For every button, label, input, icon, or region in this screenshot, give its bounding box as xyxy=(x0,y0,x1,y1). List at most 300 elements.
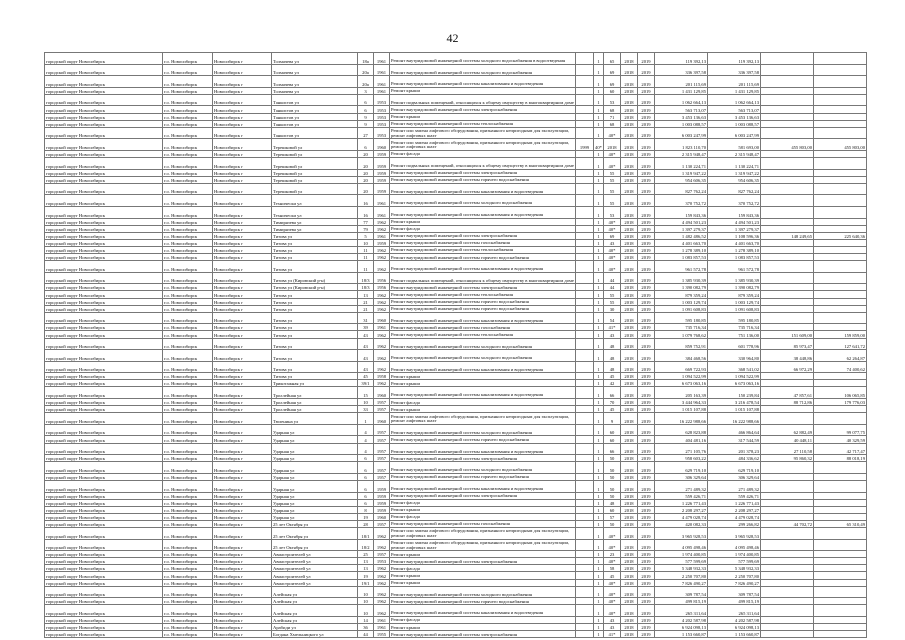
owners-cell xyxy=(814,106,867,113)
street-cell: Богдана Хмельницкого ул xyxy=(272,631,358,638)
area-cell: городской округ Новосибирск xyxy=(45,605,163,617)
work-type-cell: Ремонт внутридомовой инженерной системы горячего водоснабжения xyxy=(390,436,576,443)
work-type-cell: Ремонт внутридомовой инженерной системы канализования и водоотведения xyxy=(390,605,576,617)
extra-cell xyxy=(576,443,594,455)
area-cell: городской округ Новосибирск xyxy=(45,158,163,170)
locality-cell: Новосибирск г xyxy=(213,506,272,513)
budget-cell xyxy=(761,298,814,305)
end-year-cell: 2019 xyxy=(638,76,655,88)
area-cell: городской округ Новосибирск xyxy=(45,64,163,76)
total-cost-cell: 271 489,32 xyxy=(655,480,708,492)
owners-cell: 62 264,87 xyxy=(814,350,867,362)
fund-cost-cell: 6 673 063,16 xyxy=(708,380,761,387)
extra-cell xyxy=(576,218,594,225)
street-cell: Титова ул xyxy=(272,312,358,324)
capital-repair-table xyxy=(44,52,866,638)
street-cell: Алейская ул xyxy=(272,616,358,623)
count-cell: 1 xyxy=(594,87,604,94)
locality-cell: Новосибирск г xyxy=(213,579,272,586)
build-year-cell: 1957 xyxy=(374,473,390,480)
build-year-cell: 1962 xyxy=(374,338,390,350)
owners-cell xyxy=(814,64,867,76)
fund-cost-cell: 1 278 389,10 xyxy=(708,246,761,253)
end-year-cell: 2019 xyxy=(638,106,655,113)
table-row xyxy=(45,565,867,572)
budget-cell xyxy=(761,579,814,586)
owners-cell xyxy=(814,169,867,176)
work-type-cell: Ремонт внутридомовой инженерной системы теплоснабжения xyxy=(390,331,576,338)
start-year-cell: 2018 xyxy=(621,139,638,151)
total-cost-cell: 4 095 498,46 xyxy=(655,539,708,551)
wear-cell: 40* xyxy=(604,605,621,617)
budget-cell xyxy=(761,324,814,331)
fund-cost-cell: 466 864,64 xyxy=(708,424,761,436)
locality-cell: Новосибирск г xyxy=(213,631,272,638)
locality-cell: Новосибирск г xyxy=(213,387,272,399)
work-type-cell: Ремонт внутридомовой инженерной системы электроснабжения xyxy=(390,558,576,565)
street-cell: Ударная ул xyxy=(272,473,358,480)
locality-cell: Новосибирск г xyxy=(213,284,272,291)
table-row xyxy=(45,443,867,455)
build-year-cell: 1960 xyxy=(374,139,390,151)
extra-cell xyxy=(576,513,594,520)
start-year-cell: 2018 xyxy=(621,579,638,586)
end-year-cell: 2019 xyxy=(638,473,655,480)
end-year-cell: 2019 xyxy=(638,331,655,338)
owners-cell xyxy=(814,506,867,513)
locality-cell: Новосибирск г xyxy=(213,462,272,474)
owners-cell xyxy=(814,473,867,480)
owners-cell xyxy=(814,76,867,88)
area-cell: городской округ Новосибирск xyxy=(45,261,163,273)
house-number-cell: 13 xyxy=(358,565,374,572)
table-row xyxy=(45,473,867,480)
city-cell: г.о. Новосибирск xyxy=(163,139,213,151)
locality-cell: Новосибирск г xyxy=(213,616,272,623)
end-year-cell: 2019 xyxy=(638,218,655,225)
wear-cell: 23 xyxy=(604,551,621,558)
street-cell: Терешковой ул xyxy=(272,158,358,170)
house-number-cell: 20а xyxy=(358,76,374,88)
owners-cell xyxy=(814,53,867,65)
end-year-cell: 2019 xyxy=(638,506,655,513)
street-cell: Титова ул xyxy=(272,373,358,380)
total-cost-cell: 4 401 663,70 xyxy=(655,239,708,246)
house-number-cell: 9 xyxy=(358,120,374,127)
work-type-cell: Ремонт или замена лифтового оборудования, признанного непригодным для эксплуатации, ремонт лифтовых шахт xyxy=(390,539,576,551)
budget-cell xyxy=(761,254,814,261)
start-year-cell: 2018 xyxy=(621,113,638,120)
owners-cell xyxy=(814,539,867,551)
fund-cost-cell: 1 062 664,13 xyxy=(708,94,761,106)
wear-cell: 65 xyxy=(604,53,621,65)
owners-cell xyxy=(814,127,867,139)
budget-cell xyxy=(761,586,814,598)
build-year-cell: 1962 xyxy=(374,261,390,273)
total-cost-cell: 271 105,76 xyxy=(655,443,708,455)
end-year-cell: 2019 xyxy=(638,513,655,520)
street-cell: Терешковой ул xyxy=(272,183,358,195)
total-cost-cell: 4 479 028,74 xyxy=(655,513,708,520)
work-type-cell: Ремонт или замена лифтового оборудования, признанного непригодным для эксплуатации, ремонт лифтовых шахт xyxy=(390,139,576,151)
build-year-cell: 1962 xyxy=(374,291,390,298)
area-cell: городской округ Новосибирск xyxy=(45,207,163,219)
budget-cell: 455 803,00 xyxy=(761,139,814,151)
end-year-cell: 2019 xyxy=(638,572,655,579)
street-cell: Тимирязева ул xyxy=(272,218,358,225)
area-cell: городской округ Новосибирск xyxy=(45,399,163,406)
street-cell: 25 лет Октября ул xyxy=(272,527,358,539)
total-cost-cell: 306 329,64 xyxy=(655,473,708,480)
total-cost-cell: 119 392,13 xyxy=(655,53,708,65)
house-number-cell: 44 xyxy=(358,631,374,638)
extra-cell xyxy=(576,261,594,273)
build-year-cell: 1962 xyxy=(374,218,390,225)
locality-cell: Новосибирск г xyxy=(213,120,272,127)
area-cell: городской округ Новосибирск xyxy=(45,218,163,225)
fund-cost-cell: 317 544,59 xyxy=(708,436,761,443)
house-number-cell: 19 xyxy=(358,513,374,520)
city-cell: г.о. Новосибирск xyxy=(163,424,213,436)
house-number-cell: 18/3 xyxy=(358,284,374,291)
house-number-cell: 6 xyxy=(358,94,374,106)
build-year-cell: 1959 xyxy=(374,169,390,176)
city-cell: г.о. Новосибирск xyxy=(163,492,213,499)
locality-cell: Новосибирск г xyxy=(213,298,272,305)
extra-cell xyxy=(576,150,594,157)
street-cell: Арабиди ул xyxy=(272,624,358,631)
total-cost-cell: 1 278 389,10 xyxy=(655,246,708,253)
fund-cost-cell: 4 401 663,70 xyxy=(708,239,761,246)
locality-cell: Новосибирск г xyxy=(213,169,272,176)
end-year-cell: 2019 xyxy=(638,176,655,183)
count-cell: 1 xyxy=(594,424,604,436)
work-type-cell: Ремонт или замена лифтового оборудования, признанного непригодным для эксплуатации, ремонт лифтовых шахт xyxy=(390,413,576,425)
count-cell: 1 xyxy=(594,387,604,399)
build-year-cell: 1960 xyxy=(374,387,390,399)
table-row xyxy=(45,150,867,157)
work-type-cell: Ремонт внутридомовой инженерной системы электроснабжения xyxy=(390,106,576,113)
area-cell: городской округ Новосибирск xyxy=(45,513,163,520)
area-cell: городской округ Новосибирск xyxy=(45,106,163,113)
extra-cell xyxy=(576,605,594,617)
city-cell: г.о. Новосибирск xyxy=(163,558,213,565)
wear-cell: 50 xyxy=(604,492,621,499)
street-cell: Титова ул (Кировский р-н) xyxy=(272,284,358,291)
table-row xyxy=(45,572,867,579)
locality-cell: Новосибирск г xyxy=(213,399,272,406)
fund-cost-cell: 954 606,35 xyxy=(708,176,761,183)
fund-cost-cell: 1 003 129,74 xyxy=(708,298,761,305)
extra-cell xyxy=(576,169,594,176)
total-cost-cell: 1 015 107,88 xyxy=(655,406,708,413)
work-type-cell: Ремонт фасада xyxy=(390,399,576,406)
area-cell: городской округ Новосибирск xyxy=(45,176,163,183)
area-cell: городской округ Новосибирск xyxy=(45,387,163,399)
count-cell: 1 xyxy=(594,158,604,170)
count-cell: 1 xyxy=(594,127,604,139)
count-cell: 1 xyxy=(594,492,604,499)
street-cell: Титова ул xyxy=(272,291,358,298)
city-cell: г.о. Новосибирск xyxy=(163,361,213,373)
fund-cost-cell: 601 778,96 xyxy=(708,338,761,350)
table-row xyxy=(45,579,867,586)
budget-cell xyxy=(761,176,814,183)
extra-cell xyxy=(576,183,594,195)
table-body xyxy=(45,53,867,638)
work-type-cell: Ремонт внутридомовой инженерной системы канализования и водоотведения xyxy=(390,183,576,195)
table-row xyxy=(45,176,867,183)
end-year-cell: 2019 xyxy=(638,305,655,312)
build-year-cell: 1962 xyxy=(374,305,390,312)
house-number-cell: 10 xyxy=(358,399,374,406)
locality-cell: Новосибирск г xyxy=(213,127,272,139)
city-cell: г.о. Новосибирск xyxy=(163,169,213,176)
count-cell: 1 xyxy=(594,298,604,305)
city-cell: г.о. Новосибирск xyxy=(163,120,213,127)
table-row xyxy=(45,331,867,338)
house-number-cell: 6 xyxy=(358,480,374,492)
fund-cost-cell: 370 752,72 xyxy=(708,195,761,207)
area-cell: городской округ Новосибирск xyxy=(45,473,163,480)
budget-cell xyxy=(761,499,814,506)
total-cost-cell: 309 787,54 xyxy=(655,586,708,598)
street-cell: Ударная ул xyxy=(272,499,358,506)
fund-cost-cell: 3 216 478,54 xyxy=(708,399,761,406)
extra-cell xyxy=(576,462,594,474)
table-row xyxy=(45,616,867,623)
budget-cell xyxy=(761,305,814,312)
locality-cell: Новосибирск г xyxy=(213,218,272,225)
house-number-cell: 14 xyxy=(358,616,374,623)
total-cost-cell: 3 453 136,63 xyxy=(655,113,708,120)
table-row xyxy=(45,87,867,94)
budget-cell xyxy=(761,284,814,291)
area-cell: городской округ Новосибирск xyxy=(45,373,163,380)
fund-cost-cell: 159 843,36 xyxy=(708,207,761,219)
street-cell: Терешковой ул xyxy=(272,169,358,176)
work-type-cell: Ремонт внутридомовой инженерной системы газоснабжения xyxy=(390,239,576,246)
fund-cost-cell: 309 787,54 xyxy=(708,586,761,598)
extra-cell xyxy=(576,272,594,284)
owners-cell xyxy=(814,605,867,617)
end-year-cell: 2019 xyxy=(638,232,655,239)
budget-cell xyxy=(761,53,814,65)
table-row xyxy=(45,424,867,436)
extra-cell xyxy=(576,195,594,207)
build-year-cell: 1961 xyxy=(374,232,390,239)
extra-cell xyxy=(576,424,594,436)
end-year-cell: 2019 xyxy=(638,380,655,387)
street-cell: Троллейная ул xyxy=(272,387,358,399)
budget-cell xyxy=(761,631,814,638)
city-cell: г.о. Новосибирск xyxy=(163,312,213,324)
fund-cost-cell: 2 315 948,47 xyxy=(708,150,761,157)
total-cost-cell: 827 762,24 xyxy=(655,183,708,195)
start-year-cell: 2018 xyxy=(621,598,638,605)
extra-cell xyxy=(576,305,594,312)
owners-cell xyxy=(814,291,867,298)
city-cell: г.о. Новосибирск xyxy=(163,53,213,65)
build-year-cell: 1953 xyxy=(374,127,390,139)
house-number-cell: 10 xyxy=(358,586,374,598)
city-cell: г.о. Новосибирск xyxy=(163,350,213,362)
city-cell: г.о. Новосибирск xyxy=(163,324,213,331)
count-cell: 1 xyxy=(594,272,604,284)
locality-cell: Новосибирск г xyxy=(213,331,272,338)
work-type-cell: Ремонт внутридомовой инженерной системы холодного водоснабжения в водоотведения xyxy=(390,53,576,65)
street-cell: Авиастроителей ул xyxy=(272,572,358,579)
count-cell: 1 xyxy=(594,565,604,572)
locality-cell: Новосибирск г xyxy=(213,195,272,207)
budget-cell xyxy=(761,76,814,88)
area-cell: городской округ Новосибирск xyxy=(45,492,163,499)
street-cell: Титова ул xyxy=(272,324,358,331)
total-cost-cell: 628 823,88 xyxy=(655,424,708,436)
owners-cell xyxy=(814,261,867,273)
budget-cell: 66 972,29 xyxy=(761,361,814,373)
start-year-cell: 2018 xyxy=(621,350,638,362)
owners-cell xyxy=(814,631,867,638)
budget-cell xyxy=(761,195,814,207)
wear-cell: 55 xyxy=(604,298,621,305)
build-year-cell: 1962 xyxy=(374,527,390,539)
total-cost-cell: 961 572,78 xyxy=(655,261,708,273)
locality-cell: Новосибирск г xyxy=(213,232,272,239)
street-cell: Тимирязева ул xyxy=(272,225,358,232)
work-type-cell: Ремонт фасада xyxy=(390,565,576,572)
end-year-cell: 2019 xyxy=(638,254,655,261)
table-row xyxy=(45,239,867,246)
total-cost-cell: 1 079 768,62 xyxy=(655,331,708,338)
locality-cell: Новосибирск г xyxy=(213,272,272,284)
end-year-cell: 2019 xyxy=(638,120,655,127)
table-row xyxy=(45,513,867,520)
wear-cell: 70 xyxy=(604,399,621,406)
house-number-cell: 39/1 xyxy=(358,380,374,387)
area-cell: городской округ Новосибирск xyxy=(45,169,163,176)
work-type-cell: Ремонт внутридомовой инженерной системы горячего водоснабжения xyxy=(390,176,576,183)
locality-cell: Новосибирск г xyxy=(213,139,272,151)
table-row xyxy=(45,624,867,631)
fund-cost-cell: 150 239,84 xyxy=(708,387,761,399)
wear-cell: 40* xyxy=(604,246,621,253)
locality-cell: Новосибирск г xyxy=(213,436,272,443)
fund-cost-cell: 827 762,24 xyxy=(708,183,761,195)
count-cell: 1 xyxy=(594,232,604,239)
fund-cost-cell: 1 108 596,36 xyxy=(708,232,761,239)
fund-cost-cell: 1 094 522,99 xyxy=(708,373,761,380)
house-number-cell: 43 xyxy=(358,331,374,338)
budget-cell xyxy=(761,406,814,413)
fund-cost-cell: 6 003 247,99 xyxy=(708,127,761,139)
build-year-cell: 1959 xyxy=(374,176,390,183)
total-cost-cell: 859 752,91 xyxy=(655,338,708,350)
wear-cell: 40* xyxy=(604,558,621,565)
build-year-cell: 1957 xyxy=(374,406,390,413)
city-cell: г.о. Новосибирск xyxy=(163,413,213,425)
city-cell: г.о. Новосибирск xyxy=(163,513,213,520)
fund-cost-cell: 1 015 107,88 xyxy=(708,406,761,413)
work-type-cell: Ремонт внутридомовой инженерной системы холодного водоснабжения xyxy=(390,586,576,598)
extra-cell xyxy=(576,120,594,127)
house-number-cell: 33 xyxy=(358,406,374,413)
count-cell: 1 xyxy=(594,291,604,298)
city-cell: г.о. Новосибирск xyxy=(163,76,213,88)
extra-cell xyxy=(576,598,594,605)
extra-cell xyxy=(576,406,594,413)
locality-cell: Новосибирск г xyxy=(213,551,272,558)
city-cell: г.о. Новосибирск xyxy=(163,443,213,455)
wear-cell: 43 xyxy=(604,239,621,246)
owners-cell: 65 310,49 xyxy=(814,520,867,527)
work-type-cell: Ремонт крыши xyxy=(390,624,576,631)
count-cell: 40* xyxy=(594,139,604,151)
count-cell: 1 xyxy=(594,113,604,120)
wear-cell: 55 xyxy=(604,183,621,195)
start-year-cell: 2018 xyxy=(621,94,638,106)
fund-cost-cell: 4 494 501,23 xyxy=(708,218,761,225)
extra-cell xyxy=(576,551,594,558)
start-year-cell: 2018 xyxy=(621,361,638,373)
count-cell: 1 xyxy=(594,443,604,455)
total-cost-cell: 879 359,24 xyxy=(655,291,708,298)
wear-cell: 71 xyxy=(604,113,621,120)
area-cell: городской округ Новосибирск xyxy=(45,239,163,246)
extra-cell xyxy=(576,413,594,425)
fund-cost-cell: 629 719,10 xyxy=(708,462,761,474)
wear-cell: 55 xyxy=(604,291,621,298)
extra-cell xyxy=(576,284,594,291)
fund-cost-cell: 595 180,85 xyxy=(708,312,761,324)
build-year-cell: 1962 xyxy=(374,350,390,362)
street-cell: Титова ул xyxy=(272,232,358,239)
budget-cell: 151 609,00 xyxy=(761,331,814,338)
house-number-cell: 39 xyxy=(358,324,374,331)
wear-cell: 57 xyxy=(604,513,621,520)
total-cost-cell: 420 082,33 xyxy=(655,520,708,527)
city-cell: г.о. Новосибирск xyxy=(163,462,213,474)
table-row xyxy=(45,183,867,195)
house-number-cell: 18/1 xyxy=(358,527,374,539)
house-number-cell: 13 xyxy=(358,291,374,298)
budget-cell xyxy=(761,506,814,513)
total-cost-cell: 1 003 088,57 xyxy=(655,120,708,127)
fund-cost-cell: 2 250 707,80 xyxy=(708,572,761,579)
street-cell: Титова ул (Кировский р-н) xyxy=(272,272,358,284)
end-year-cell: 2019 xyxy=(638,312,655,324)
locality-cell: Новосибирск г xyxy=(213,53,272,65)
area-cell: городской округ Новосибирск xyxy=(45,499,163,506)
locality-cell: Новосибирск г xyxy=(213,480,272,492)
extra-cell xyxy=(576,246,594,253)
work-type-cell: Ремонт фасада xyxy=(390,513,576,520)
build-year-cell: 1957 xyxy=(374,455,390,462)
owners-cell xyxy=(814,120,867,127)
work-type-cell: Ремонт внутридомовой инженерной системы горячего водоснабжения xyxy=(390,473,576,480)
end-year-cell: 2019 xyxy=(638,539,655,551)
locality-cell: Новосибирск г xyxy=(213,373,272,380)
total-cost-cell: 1 823 110,70 xyxy=(655,139,708,151)
table-row xyxy=(45,324,867,331)
build-year-cell: 1962 xyxy=(374,246,390,253)
owners-cell xyxy=(814,305,867,312)
build-year-cell: 1961 xyxy=(374,207,390,219)
house-number-cell: 4 xyxy=(358,443,374,455)
end-year-cell: 2019 xyxy=(638,520,655,527)
city-cell: г.о. Новосибирск xyxy=(163,158,213,170)
budget-cell xyxy=(761,558,814,565)
